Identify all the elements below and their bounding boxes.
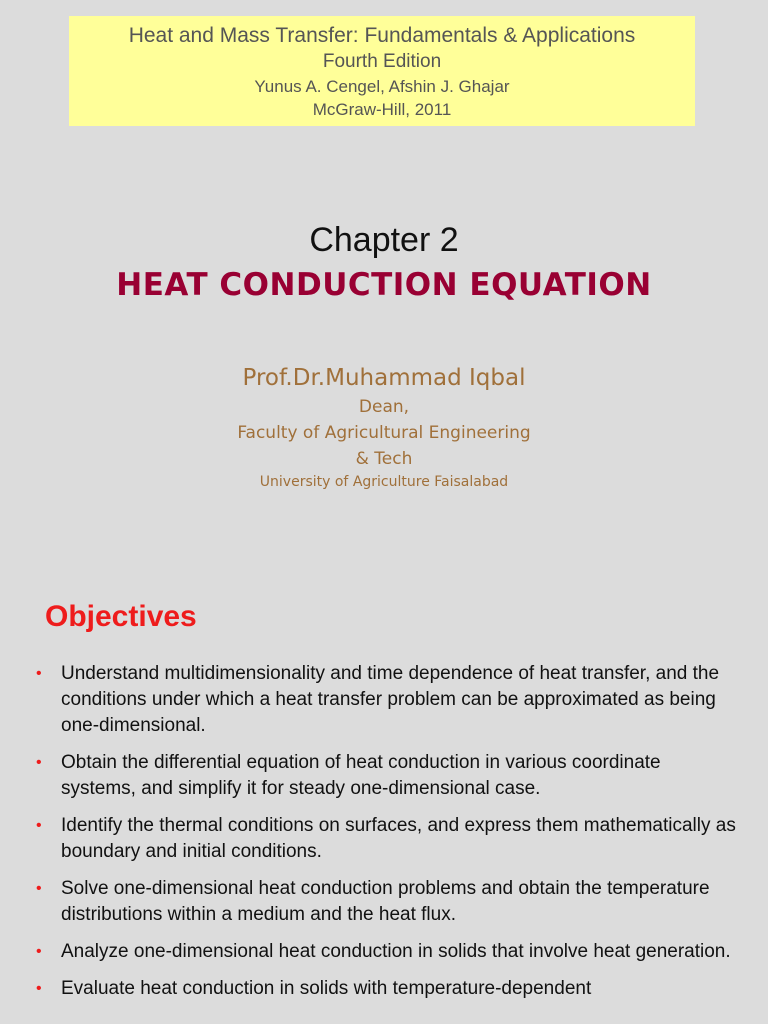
author-role-line1: Dean, [358, 397, 410, 417]
bullet-icon: • [36, 817, 42, 834]
book-title: Heat and Mass Transfer: Fundamentals & Applications [128, 24, 636, 47]
objective-text: Evaluate heat conduction in solids with temperature-dependent [61, 978, 592, 999]
list-item [0, 813, 768, 865]
bullet-icon: • [36, 665, 42, 682]
bullet-icon: • [36, 980, 42, 997]
chapter-number: Chapter 2 [309, 221, 459, 259]
objectives-slide [0, 575, 768, 1024]
list-item [0, 939, 768, 965]
list-item [0, 976, 768, 1002]
book-info-box [69, 16, 695, 126]
author-role-line3: & Tech [355, 449, 413, 469]
objective-text: Understand multidimensionality and time dependence of heat transfer, and the conditions under which a heat transfer problem can be approximated as being one-dimensional. [61, 663, 720, 736]
objective-text: Analyze one-dimensional heat conduction in solids that involve heat generation. [61, 941, 731, 962]
list-item [0, 876, 768, 928]
objectives-heading: Objectives [45, 600, 197, 633]
book-publisher: McGraw-Hill, 2011 [312, 100, 452, 119]
objective-text: Identify the thermal conditions on surfaces, and express them mathematically as boundary and initial conditions. [61, 815, 736, 862]
author-role-line2: Faculty of Agricultural Engineering [237, 423, 531, 443]
bullet-icon: • [36, 754, 42, 771]
author-university: University of Agriculture Faisalabad [259, 474, 509, 490]
bullet-icon: • [36, 943, 42, 960]
author-block [0, 362, 768, 492]
list-item [0, 750, 768, 802]
book-authors: Yunus A. Cengel, Afshin J. Ghajar [254, 77, 510, 96]
bullet-icon: • [36, 880, 42, 897]
objectives-list [0, 661, 768, 1013]
chapter-title: HEAT CONDUCTION EQUATION [116, 267, 652, 303]
list-item [0, 661, 768, 739]
objective-text: Obtain the differential equation of heat conduction in various coordinate systems, and simplify it for steady one-dimensional case. [61, 752, 661, 799]
author-name: Prof.Dr.Muhammad Iqbal [242, 365, 526, 391]
book-edition: Fourth Edition [322, 51, 442, 72]
objective-text: Solve one-dimensional heat conduction problems and obtain the temperature distributions within a medium and the heat flux. [61, 878, 710, 925]
